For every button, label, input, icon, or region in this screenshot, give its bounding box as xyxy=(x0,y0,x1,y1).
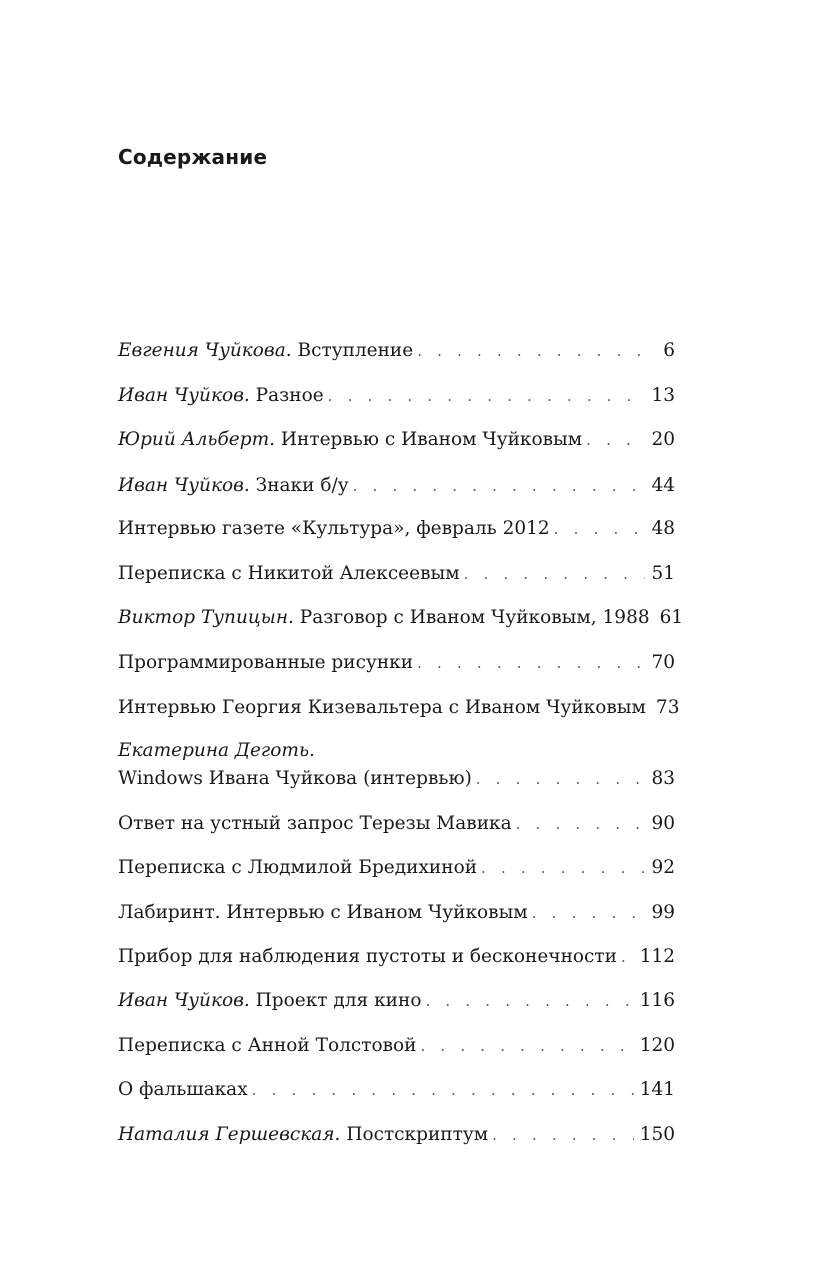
toc-entry-author: Наталия Гершевская. xyxy=(118,1124,341,1145)
toc-entry-title-text: Проект для кино xyxy=(255,990,422,1011)
toc-entry xyxy=(118,766,675,792)
toc-entry xyxy=(118,855,675,881)
toc-entry-author: Иван Чуйков. xyxy=(118,990,250,1011)
toc-entry-title xyxy=(118,605,650,631)
toc-entry-title-text: Постскриптум xyxy=(346,1124,489,1145)
toc-entry-page: 61 xyxy=(659,607,684,628)
toc-entry-title: Windows Ивана Чуйкова (интервью) xyxy=(118,768,472,789)
toc-entry xyxy=(118,944,675,970)
toc-entry-title xyxy=(118,338,413,364)
toc-entry-title-text: Вступление xyxy=(297,340,414,361)
toc-entry-title xyxy=(118,473,349,499)
toc-entry-title-text: Разговор с Иваном Чуйковым, 1988 xyxy=(299,607,650,628)
toc-entry-page: 99 xyxy=(651,902,675,923)
leader-dots xyxy=(476,766,646,792)
toc-entry-page: 73 xyxy=(655,697,680,718)
toc-entry-page: 112 xyxy=(639,946,675,967)
toc-entry xyxy=(118,811,675,837)
toc-entry-page: 20 xyxy=(651,429,675,450)
toc-entry-title-text: Разное xyxy=(255,385,324,406)
toc-entry xyxy=(118,695,680,721)
toc-entry-page: 48 xyxy=(651,518,675,539)
toc-entry xyxy=(118,1122,675,1148)
toc-entry-page: 51 xyxy=(651,563,675,584)
toc-entry-page: 116 xyxy=(639,990,675,1011)
toc-entry-author: Виктор Тупицын. xyxy=(118,607,294,628)
toc-entry-title: Интервью Георгия Кизевальтера с Иваном Чуйковым xyxy=(118,697,646,718)
toc-entry-title xyxy=(118,383,324,409)
leader-dots xyxy=(481,855,645,881)
toc-entry-author: Екатерина Деготь. xyxy=(118,740,315,761)
toc-entry-author: Юрий Альберт. xyxy=(118,429,275,450)
leader-dots xyxy=(464,561,646,587)
leader-dots xyxy=(252,1077,634,1103)
leader-dots xyxy=(554,516,646,542)
leader-dots xyxy=(328,383,646,409)
toc-entry xyxy=(118,988,675,1014)
toc-entry xyxy=(118,516,675,542)
toc-entry-title: Переписка с Анной Толстовой xyxy=(118,1035,417,1056)
toc-entry xyxy=(118,338,675,364)
toc-entry-title: О фальшаках xyxy=(118,1079,248,1100)
toc-entry-page: 70 xyxy=(651,652,675,673)
toc-entry-page: 13 xyxy=(651,385,675,406)
toc-entry xyxy=(118,605,684,631)
toc-entry xyxy=(118,1033,675,1059)
toc-entry-title xyxy=(118,1122,488,1148)
toc-entry-author: Иван Чуйков. xyxy=(118,475,250,496)
leader-dots xyxy=(532,900,646,926)
toc-entry xyxy=(118,473,675,499)
leader-dots xyxy=(586,427,645,453)
toc-entry-title: Переписка с Людмилой Бредихиной xyxy=(118,857,478,878)
toc-entry-title: Лабиринт. Интервью с Иваном Чуйковым xyxy=(118,902,528,923)
page-title: Содержание xyxy=(118,145,268,169)
toc-entry-title: Интервью газете «Культура», февраль 2012 xyxy=(118,518,550,539)
toc-entry-title: Ответ на устный запрос Терезы Мавика xyxy=(118,813,512,834)
toc-entry-page: 6 xyxy=(663,340,675,361)
leader-dots xyxy=(417,650,645,676)
toc-entry-page: 83 xyxy=(651,768,675,789)
toc-entry-page: 120 xyxy=(639,1035,675,1056)
toc-entry-page: 90 xyxy=(651,813,675,834)
leader-dots xyxy=(621,944,634,970)
toc-entry-page: 150 xyxy=(639,1124,675,1145)
toc-entry-title xyxy=(118,427,582,453)
toc-entry-title-text: Интервью с Иваном Чуйковым xyxy=(280,429,583,450)
leader-dots xyxy=(353,473,646,499)
toc-entry xyxy=(118,383,675,409)
leader-dots xyxy=(516,811,646,837)
leader-dots xyxy=(492,1122,634,1148)
toc-entry-page: 44 xyxy=(651,475,675,496)
toc-entry-page: 92 xyxy=(651,857,675,878)
toc-entry-author: Иван Чуйков. xyxy=(118,385,250,406)
leader-dots xyxy=(425,988,633,1014)
toc-entry-title xyxy=(118,988,421,1014)
leader-dots xyxy=(420,1033,633,1059)
toc-entry-title: Переписка с Никитой Алексеевым xyxy=(118,563,460,584)
leader-dots xyxy=(417,338,657,364)
toc-entry xyxy=(118,427,675,453)
toc-entry-author: Евгения Чуйкова. xyxy=(118,340,292,361)
toc-entry xyxy=(118,561,675,587)
toc-entry-title: Программированные рисунки xyxy=(118,652,414,673)
toc-entry-title: Прибор для наблюдения пустоты и бесконечности xyxy=(118,946,617,967)
toc-entry-page: 141 xyxy=(639,1079,675,1100)
toc-entry xyxy=(118,650,675,676)
toc-entry xyxy=(118,1077,675,1103)
toc-entry-title-text: Знаки б/у xyxy=(255,475,349,496)
toc-entry xyxy=(118,900,675,926)
